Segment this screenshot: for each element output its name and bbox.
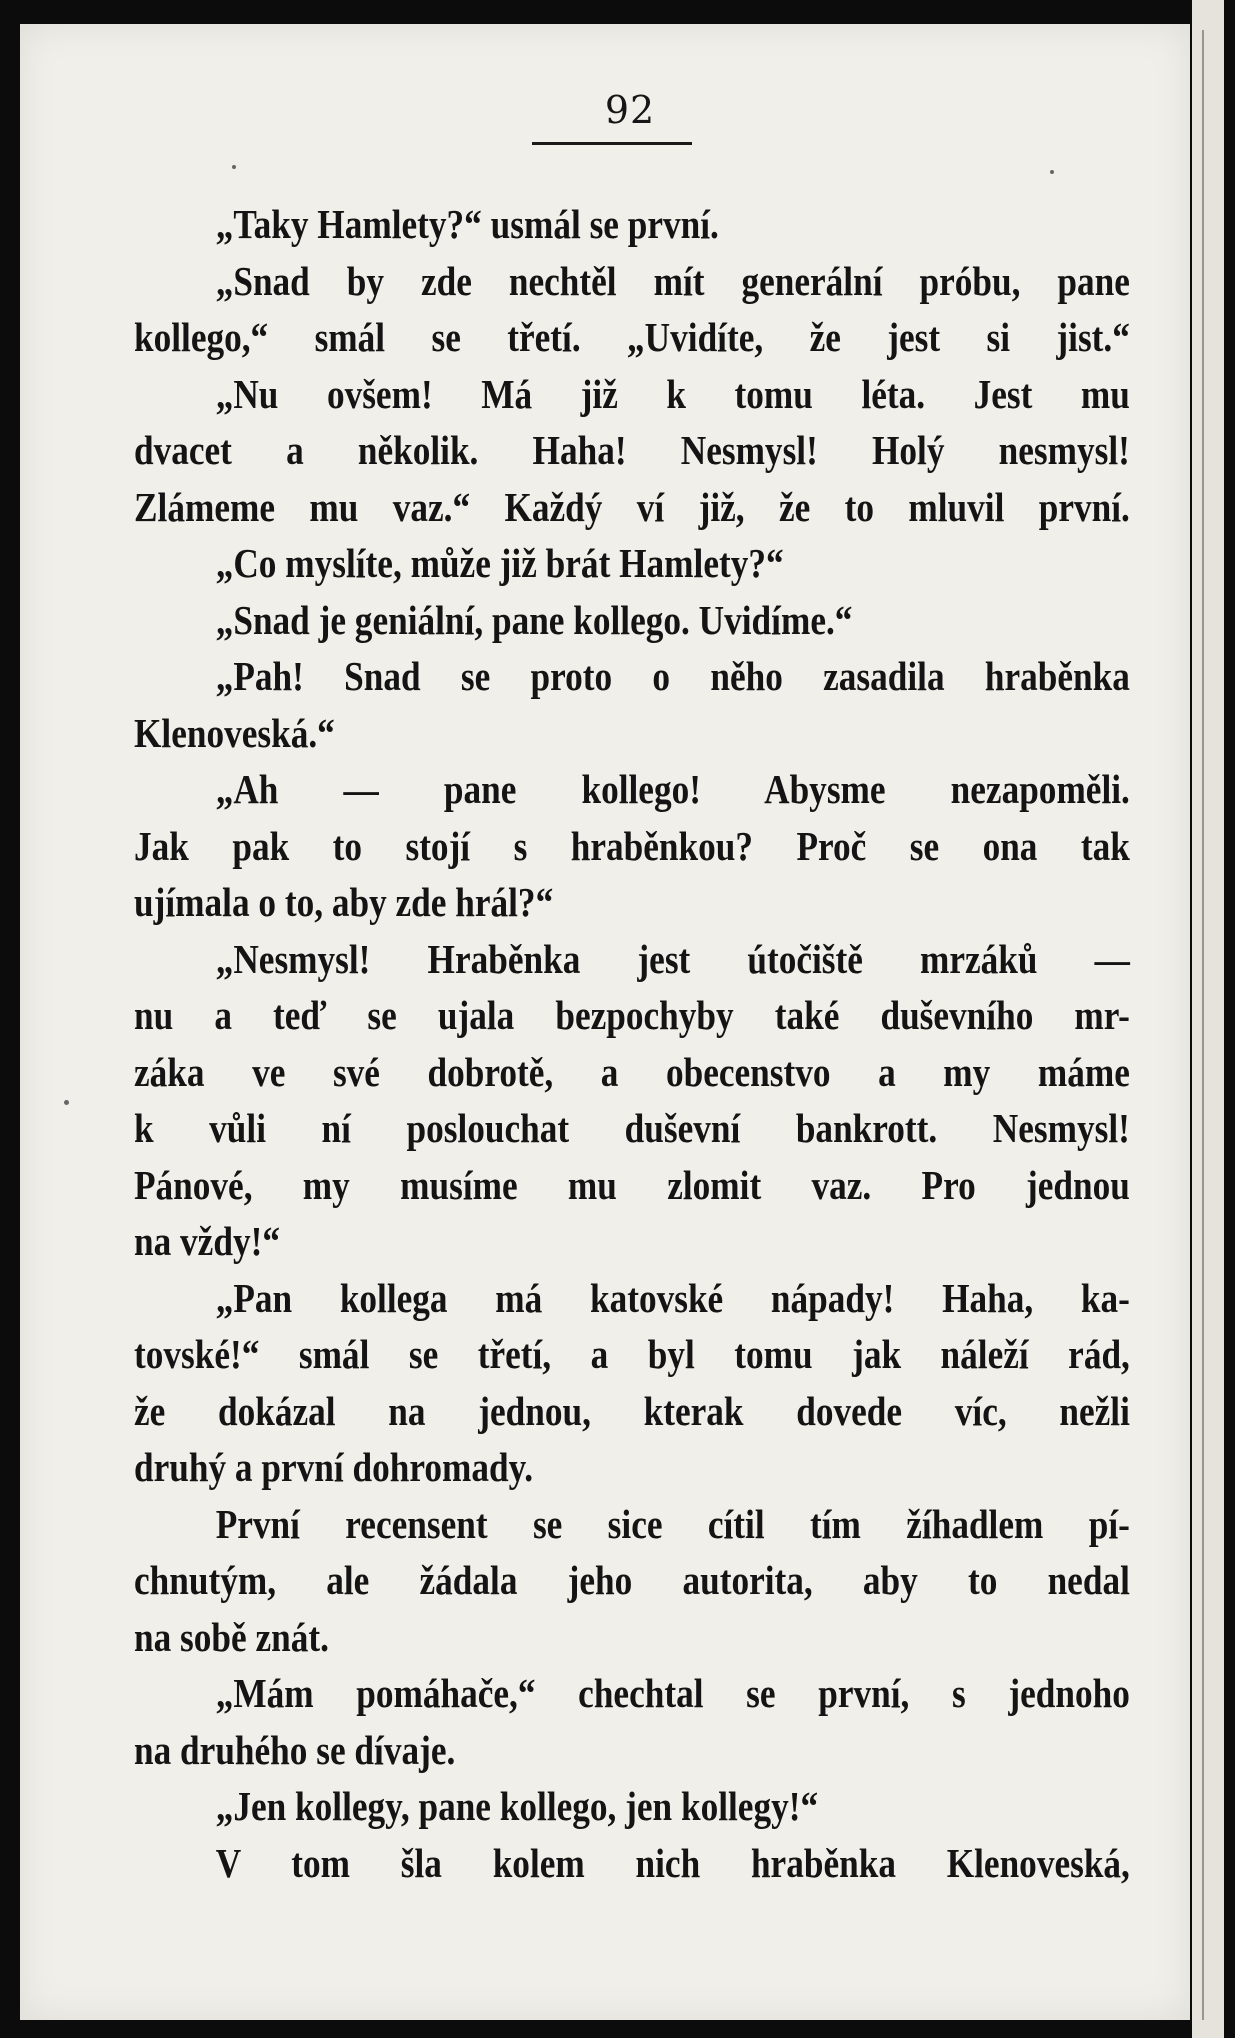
text-line: k vůli ní poslouchat duševní bankrott. Nesmysl!	[134, 1105, 1130, 1151]
text-line: První recensent se sice cítil tím žíhadlem pí-	[215, 1500, 1130, 1547]
text-line: „Nesmysl! Hraběnka jest útočiště mrzáků —	[215, 935, 1130, 982]
text-line: „Nu ovšem! Má již k tomu léta. Jest mu	[215, 370, 1130, 417]
text-line: „Co myslíte, může již brát Hamlety?“	[215, 540, 784, 586]
page-number: 92	[604, 88, 656, 132]
page-number-rule	[532, 142, 692, 145]
text-line: „Snad by zde nechtěl mít generální próbu, pane	[215, 257, 1130, 304]
ink-speck	[64, 1100, 69, 1105]
text-line: „Ah — pane kollego! Abysme nezapoměli.	[215, 766, 1130, 812]
text-line: „Pan kollega má katovské nápady! Haha, ka-	[215, 1274, 1130, 1321]
text-line: „Pah! Snad se proto o něho zasadila hraběnka	[215, 653, 1130, 699]
text-line: „Jen kollegy, pane kollego, jen kollegy!“	[215, 1783, 819, 1829]
text-line: ujímala o to, aby zde hrál?“	[134, 879, 554, 925]
text-line: „Snad je geniální, pane kollego. Uvidíme.“	[215, 596, 853, 643]
page-edge-line	[1202, 30, 1204, 2020]
text-line: druhý a první dohromady.	[134, 1444, 534, 1490]
text-line: „Taky Hamlety?“ usmál se první.	[215, 201, 719, 247]
text-line: nu a teď se ujala bezpochyby také duševního mr-	[134, 992, 1130, 1038]
text-line: Zlámeme mu vaz.“ Každý ví již, že to mluvil první.	[134, 483, 1130, 530]
text-line: že dokázal na jednou, kterak dovede víc, nežli	[134, 1387, 1130, 1434]
ink-speck	[232, 165, 236, 169]
text-line: Pánové, my musíme mu zlomit vaz. Pro jednou	[134, 1161, 1130, 1208]
text-line: dvacet a několik. Haha! Nesmysl! Holý nesmysl!	[134, 427, 1130, 473]
text-line: „Mám pomáhače,“ chechtal se první, s jednoho	[215, 1670, 1130, 1716]
text-line: Klenoveská.“	[134, 709, 335, 756]
text-line: Jak pak to stojí s hraběnkou? Proč se ona tak	[134, 822, 1130, 869]
text-line: záka ve své dobrotě, a obecenstvo a my máme	[134, 1048, 1130, 1095]
text-line: V tom šla kolem nich hraběnka Klenoveská,	[215, 1839, 1130, 1886]
text-line: na sobě znát.	[134, 1613, 329, 1660]
text-line: chnutým, ale žádala jeho autorita, aby to nedal	[134, 1557, 1130, 1603]
text-line: kollego,“ smál se třetí. „Uvidíte, že jest si jist.“	[134, 314, 1130, 360]
adjacent-page-edge	[1192, 0, 1224, 2038]
body-text	[134, 196, 1130, 1891]
text-line: tovské!“ smál se třetí, a byl tomu jak náleží rád,	[134, 1331, 1130, 1377]
ink-speck	[1050, 170, 1054, 174]
text-line: na vždy!“	[134, 1218, 280, 1264]
text-line: na druhého se dívaje.	[134, 1726, 456, 1773]
